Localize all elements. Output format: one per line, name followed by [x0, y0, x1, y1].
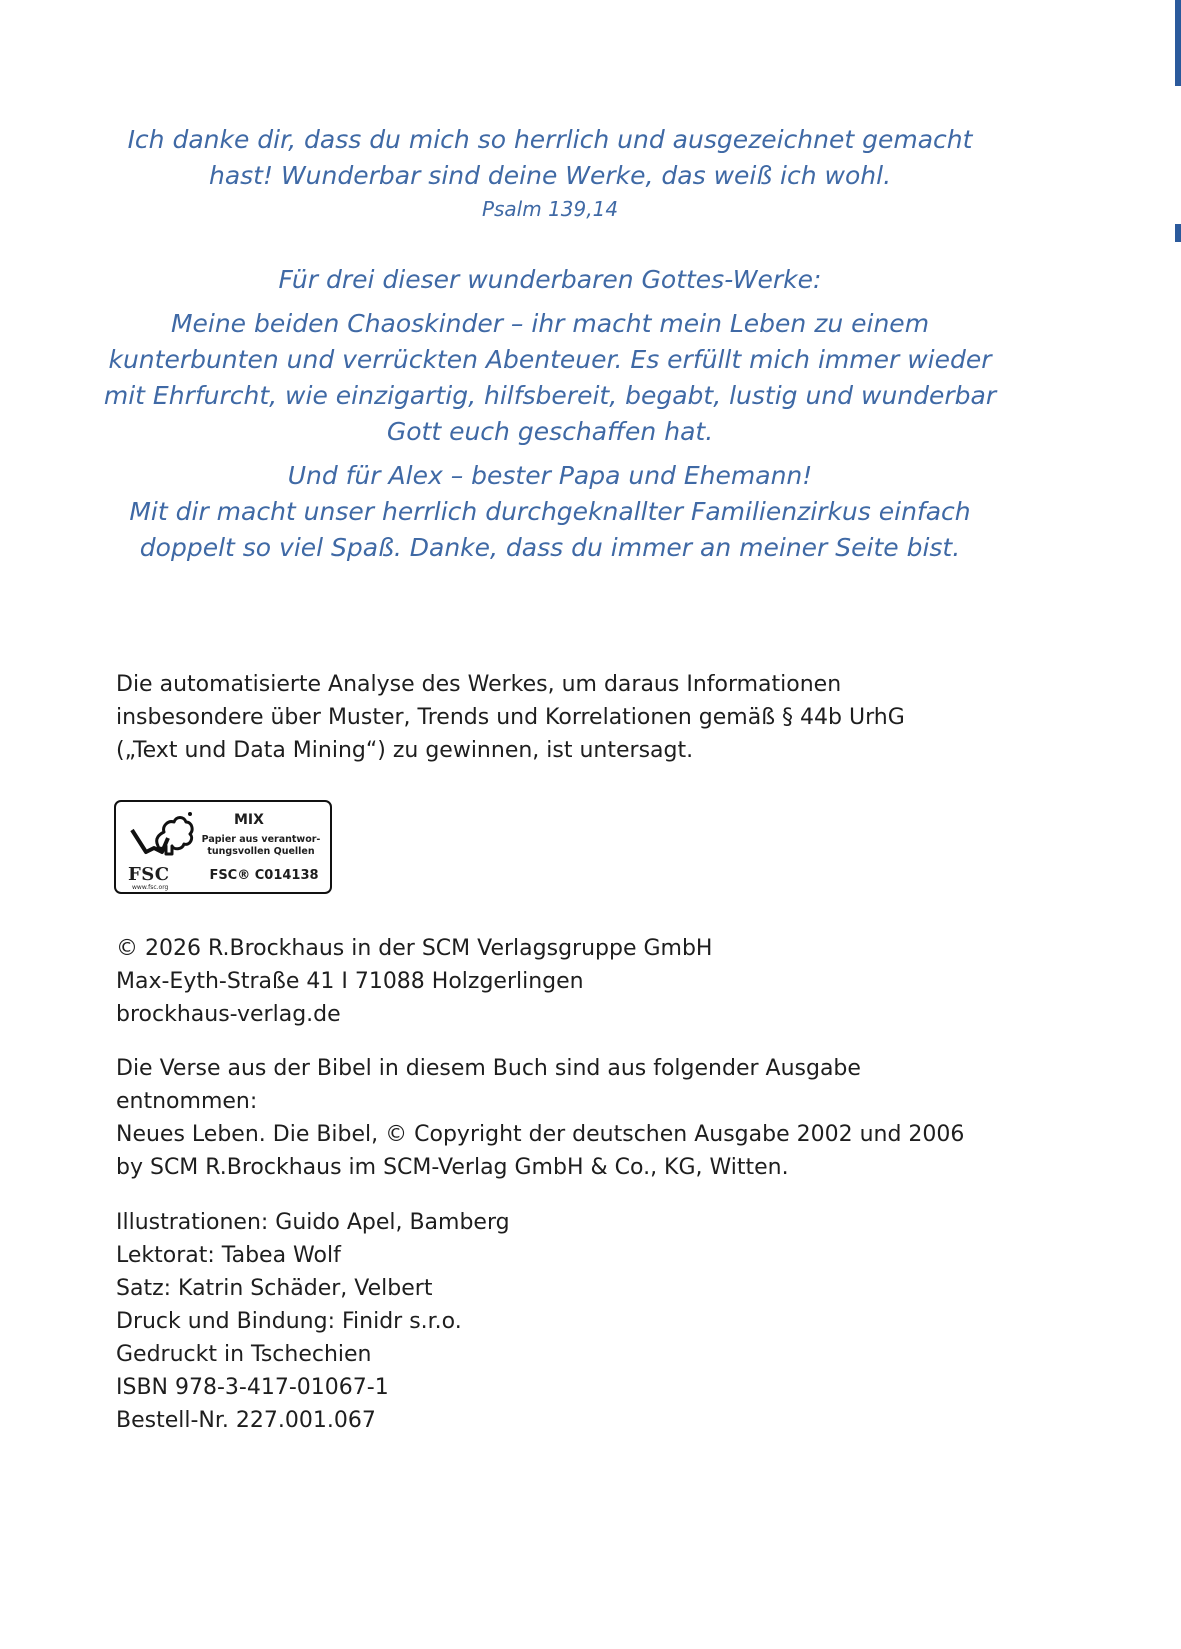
fsc-tree-icon: [124, 808, 194, 868]
credits: [116, 1206, 1036, 1437]
bible-source: [116, 1052, 1036, 1184]
publisher-line: brockhaus-verlag.de: [116, 1002, 341, 1027]
credit-line: Gedruckt in Tschechien: [116, 1342, 372, 1367]
notice-line: insbesondere über Muster, Trends und Korrelationen gemäß § 44b UrhG: [116, 705, 905, 730]
notice-line: Die automatisierte Analyse des Werkes, um daraus Informationen: [116, 672, 842, 697]
dedication-heading: Für drei dieser wunderbaren Gottes-Werke:: [278, 265, 822, 294]
publisher-line: Max-Eyth-Straße 41 I 71088 Holzgerlingen: [116, 969, 584, 994]
quote-line: Ich danke dir, dass du mich so herrlich und ausgezeichnet gemacht: [127, 125, 973, 154]
fsc-web: www.fsc.org: [132, 884, 169, 891]
dedication-line: Und für Alex – bester Papa und Ehemann!: [287, 461, 813, 490]
publisher-line: © 2026 R.Brockhaus in der SCM Verlagsgruppe GmbH: [116, 936, 713, 961]
dedication-line: Mit dir macht unser herrlich durchgeknallter Familienzirkus einfach: [129, 497, 971, 526]
credit-line: Bestell-Nr. 227.001.067: [116, 1408, 376, 1433]
publisher-info: [116, 932, 1036, 1031]
credit-line: Druck und Bindung: Finidr s.r.o.: [116, 1309, 462, 1334]
bible-line: Neues Leben. Die Bibel, © Copyright der deutschen Ausgabe 2002 und 2006: [116, 1122, 965, 1147]
bible-line: by SCM R.Brockhaus im SCM-Verlag GmbH & Co., KG, Witten.: [116, 1155, 789, 1180]
quote-reference: Psalm 139,14: [481, 197, 619, 221]
credit-line: Illustrationen: Guido Apel, Bamberg: [116, 1210, 510, 1235]
dedication-line: doppelt so viel Spaß. Danke, dass du immer an meiner Seite bist.: [139, 533, 961, 562]
credit-line: ISBN 978-3-417-01067-1: [116, 1375, 389, 1400]
bible-line: entnommen:: [116, 1089, 258, 1114]
fsc-logo: [114, 800, 332, 894]
dedication-line: Gott euch geschaffen hat.: [386, 417, 714, 446]
notice-line: („Text und Data Mining“) zu gewinnen, ist untersagt.: [116, 738, 694, 763]
tdm-notice: [116, 668, 1036, 767]
bible-line: Die Verse aus der Bibel in diesem Buch sind aus folgender Ausgabe: [116, 1056, 861, 1081]
dedication-line: Meine beiden Chaoskinder – ihr macht mein Leben zu einem: [170, 309, 930, 338]
credit-line: Satz: Katrin Schäder, Velbert: [116, 1276, 433, 1301]
fsc-brand: FSC: [128, 864, 170, 885]
credit-line: Lektorat: Tabea Wolf: [116, 1243, 341, 1268]
fsc-mix-label: MIX: [234, 812, 264, 828]
dedication-line: mit Ehrfurcht, wie einzigartig, hilfsbereit, begabt, lustig und wunderbar: [103, 381, 997, 410]
quote-line: hast! Wunderbar sind deine Werke, das weiß ich wohl.: [208, 161, 892, 190]
edge-marker-top: [1175, 0, 1181, 86]
fsc-license-code: FSC® C014138: [209, 868, 319, 883]
fsc-paper-text: Papier aus verantwor- tungsvollen Quellen: [201, 834, 321, 857]
dedication-block: [100, 122, 1000, 566]
edge-marker-middle: [1175, 224, 1181, 242]
dedication-line: kunterbunten und verrückten Abenteuer. Es erfüllt mich immer wieder: [108, 345, 992, 374]
